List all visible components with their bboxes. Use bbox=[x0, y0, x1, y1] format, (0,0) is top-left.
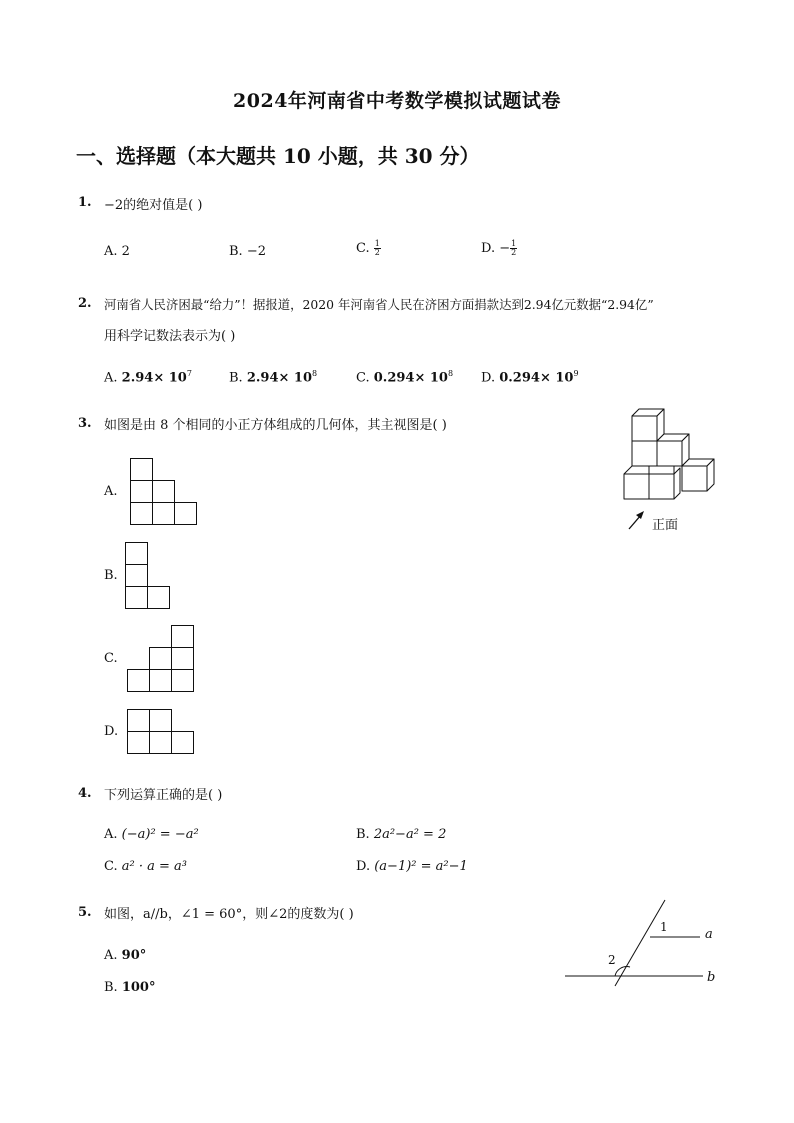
transversal bbox=[615, 900, 665, 986]
fraction bbox=[510, 240, 517, 257]
option-label: B. bbox=[356, 827, 370, 842]
option-label: D. bbox=[481, 241, 496, 256]
option-exponent: 9 bbox=[573, 369, 579, 378]
option-value: 2.94× 10 bbox=[121, 370, 187, 386]
question-number: 4. bbox=[78, 786, 92, 801]
parallel-lines-figure bbox=[560, 894, 730, 994]
option-d-grid[interactable] bbox=[127, 709, 195, 754]
option-label: D. bbox=[356, 859, 371, 874]
option-b[interactable] bbox=[229, 244, 266, 259]
page-title: 2024年河南省中考数学模拟试题试卷 bbox=[233, 90, 561, 112]
option-value: (−a)² = −a² bbox=[121, 827, 199, 842]
option-value: 2 bbox=[121, 244, 130, 259]
option-value: a² · a = a³ bbox=[121, 859, 187, 874]
option-c[interactable] bbox=[104, 859, 187, 874]
option-a[interactable] bbox=[104, 369, 192, 385]
option-value: 100° bbox=[121, 980, 156, 995]
option-exponent: 8 bbox=[312, 369, 318, 378]
option-value: −2 bbox=[246, 244, 266, 259]
fraction-denominator: 2 bbox=[374, 248, 380, 257]
option-label: A. bbox=[104, 827, 118, 842]
option-b[interactable] bbox=[229, 369, 317, 385]
option-label: B. bbox=[104, 980, 118, 995]
option-c[interactable] bbox=[356, 369, 453, 385]
question-number: 2. bbox=[78, 296, 92, 311]
angle-2-arc bbox=[615, 967, 630, 976]
option-a-label[interactable]: A. bbox=[104, 484, 118, 499]
figure-label-front: 正面 bbox=[652, 518, 679, 533]
question-number: 1. bbox=[78, 195, 92, 210]
question-text: 下列运算正确的是( ) bbox=[104, 788, 223, 803]
fraction-numerator: 1 bbox=[374, 239, 380, 248]
option-a[interactable] bbox=[104, 827, 199, 842]
option-label: B. bbox=[229, 244, 243, 259]
fraction-denominator: 2 bbox=[511, 248, 517, 257]
option-c-label[interactable]: C. bbox=[104, 651, 118, 666]
option-d[interactable] bbox=[356, 859, 468, 874]
question-text: 如图是由 8 个相同的小正方体组成的几何体，其主视图是( ) bbox=[104, 418, 447, 433]
option-label: C. bbox=[356, 241, 370, 256]
option-c-grid[interactable] bbox=[127, 625, 195, 692]
angle-1-label: 1 bbox=[660, 920, 668, 934]
option-d-label[interactable]: D. bbox=[104, 724, 119, 739]
option-label: C. bbox=[356, 370, 370, 386]
option-value: 0.294× 10 bbox=[373, 370, 448, 386]
option-label: A. bbox=[104, 244, 118, 259]
option-a-grid[interactable] bbox=[130, 458, 198, 525]
option-label: A. bbox=[104, 370, 118, 386]
option-d[interactable] bbox=[481, 240, 517, 257]
fraction-numerator: 1 bbox=[511, 239, 517, 248]
option-b-grid[interactable] bbox=[125, 542, 172, 609]
option-value: 2.94× 10 bbox=[246, 370, 312, 386]
option-label: D. bbox=[481, 370, 496, 386]
option-c[interactable] bbox=[356, 240, 381, 257]
option-label: C. bbox=[104, 859, 118, 874]
option-value: 90° bbox=[121, 948, 147, 963]
option-label: A. bbox=[104, 948, 118, 963]
line-a-label: a bbox=[705, 927, 713, 942]
line-b-label: b bbox=[707, 970, 716, 985]
option-exponent: 7 bbox=[186, 369, 192, 378]
option-b-label[interactable]: B. bbox=[104, 568, 118, 583]
option-label: B. bbox=[229, 370, 243, 386]
option-value: 2a²−a² = 2 bbox=[373, 827, 447, 842]
option-value: (a−1)² = a²−1 bbox=[374, 859, 468, 874]
option-value: 0.294× 10 bbox=[499, 370, 574, 386]
question-text-line1: 河南省人民济困最“给力”！据报道，2020 年河南省人民在济困方面捐款达到2.94亿元数据“2.94亿” bbox=[104, 297, 654, 312]
option-b[interactable] bbox=[104, 980, 155, 995]
fraction bbox=[374, 240, 381, 257]
option-exponent: 8 bbox=[447, 369, 454, 378]
question-text: −2的绝对值是( ) bbox=[104, 198, 203, 213]
angle-2-label: 2 bbox=[608, 953, 616, 967]
question-number: 3. bbox=[78, 416, 92, 431]
section-heading: 一、选择题（本大题共 10 小题，共 30 分） bbox=[76, 144, 480, 168]
question-text-line2: 用科学记数法表示为( ) bbox=[104, 329, 236, 344]
option-b[interactable] bbox=[356, 827, 446, 842]
arrow-icon bbox=[629, 511, 644, 529]
option-a[interactable] bbox=[104, 948, 146, 963]
question-text: 如图，a//b，∠1 = 60°，则∠2的度数为( ) bbox=[104, 907, 354, 922]
option-a[interactable] bbox=[104, 244, 130, 259]
option-prefix: − bbox=[499, 241, 511, 256]
option-d[interactable] bbox=[481, 369, 579, 385]
question-number: 5. bbox=[78, 905, 92, 920]
